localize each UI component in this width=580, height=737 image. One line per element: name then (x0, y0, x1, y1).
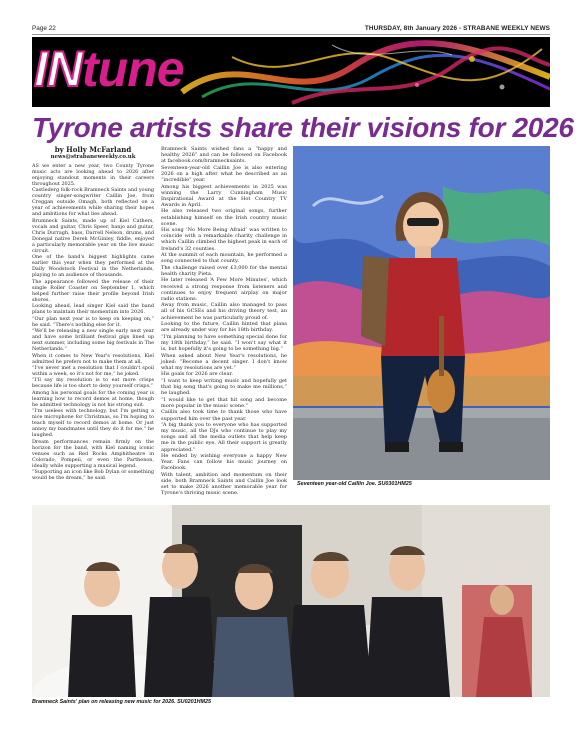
header-divider (32, 34, 550, 35)
article-column-2 (161, 146, 287, 497)
column2-paragraph: Among his biggest achievements in 2025 was winning the Larry Cunningham Music Inspirational Award at the Hot Country TV Awards in April. (161, 183, 287, 208)
column1-paragraph: “We'll be releasing a new single early next year and have some brilliant festival gigs lined up next summer, including some big festivals in The Netherlands.” (32, 328, 154, 353)
column1-paragraph: AS we enter a new year, two County Tyrone music acts are looking ahead to 2026 after enjoying standout moments in their careers throughout 2025. (32, 163, 154, 187)
column1-paragraph: Dream performances remain firmly on the horizon for the band, with Kiel naming iconic venues such as Red Rocks Amphitheatre in Colorado, Pompeii, or even the Parthenon, ideally while supporting a musical legend. (32, 438, 154, 469)
logo-in: IN (34, 41, 82, 97)
column2-paragraph: He later released ‘A Few More Minutes’, which received a strong response from listeners and continues to enjoy frequent airplay on major radio stations. (161, 277, 287, 302)
column2-paragraph: His goals for 2026 are clear. (161, 371, 233, 378)
intune-banner (32, 37, 550, 107)
byline-author: by Holly McFarland (54, 145, 132, 154)
column1-paragraph: “Our plan next year is to keep on keeping on,” he said. “There's nothing else for it. (32, 315, 154, 328)
column2-paragraph: He ended by wishing everyone a happy New Year. Fans can follow his music journey on Facebook. (161, 453, 287, 472)
column1-paragraph: Brumneck Saints, made up of Kiel Cathers, vocals and guitar, Chris Speer, banjo and guitar, Chris Durragh, bass, Darrell Nelson, drums, and Donegal native Derek McGinley, fiddle, enjoyed a particularly memorable year on the live music circuit. (32, 217, 154, 254)
column2-paragraph: At the summit of each mountain, he performed a song connected to that county. (161, 252, 287, 265)
column1-paragraph: One of the band's biggest highlights came earlier this year when they performed at the Daily Woodstock Festival in the Netherlands, playing to an audience of thousands. (32, 254, 154, 279)
column2-paragraph: The challenge raised over £3,000 for the mental health charity Pieta. (161, 264, 287, 277)
column2-paragraph: “I'm planning to have something special done for my 18th birthday,” he said. “I won't say what it is, but hopefully it's going to be something big.” (161, 333, 287, 352)
column2-paragraph: When asked about New Year's resolutions, he joked: “Become a decent singer. I don't know what my resolutions are yet.” (161, 352, 287, 371)
intune-logo (34, 41, 184, 97)
column1-paragraph: Castlederg folk-rock Bramneck Saints and young country singer-songwriter Caillin Joe, from Creggan outside Omagh, both reflected on a year of achievements while sharing their hopes and ambitions for what lies ahead. (32, 187, 154, 218)
column1-paragraph: When it comes to New Year's resolutions, Kiel admitted he prefers not to make them at all. (32, 352, 154, 365)
column2-paragraph: Looking to the future, Caillin hinted that plans are already under way for his 18th birthday. (161, 321, 287, 334)
column2-paragraph: Bramneck Saints wished fans a “happy and healthy 2026” and can be followed on Facebook at facebook.com/bramnecksaints. (161, 146, 287, 165)
column-2-body (161, 146, 287, 496)
column1-paragraph: Among his personal goals for the coming year is learning how to record demos at home, though he admitted technology is not his strong suit. (32, 389, 154, 408)
column2-paragraph: “I would like to get that hit song and become more popular in the music scene.” (161, 396, 287, 409)
caillin-joe-photo (293, 146, 550, 480)
article-column-1 (32, 146, 154, 482)
caption-photo-2: Bramneck Saints' plan on releasing new music for 2026. SU0201HM25 (32, 699, 211, 705)
column1-paragraph: The appearance followed the release of their single Roller Coaster on September 1, which helped further raise their profile beyond Irish shores. (32, 278, 154, 303)
byline-email[interactable]: news@strabaneweekly.co.uk (50, 154, 136, 160)
column2-paragraph: “I want to keep writing music and hopefully get that big song that's going to make me millions,” he laughed. (161, 377, 287, 397)
column2-paragraph: He also released two original songs, further establishing himself on the Irish country music scene. (161, 208, 287, 227)
column2-paragraph: His song ‘No More Being Afraid’ was written to coincide with a remarkable charity challenge in which Caillin climbed the highest peak in each of Ireland's 32 counties. (161, 227, 287, 252)
bramneck-saints-photo (32, 505, 550, 697)
article-headline: Tyrone artists share their visions for 2026 (32, 112, 574, 143)
column1-paragraph: “Supporting an icon like Bob Dylan or something would be the dream,” he said. (32, 469, 154, 482)
column1-paragraph: “I'm useless with technology, but I'm getting a nice microphone for Christmas, so I'm hoping to teach myself to record demos at home. Or just annoy my bandmates until they do it for me,” he laughed. (32, 408, 154, 439)
caption-photo-1: Seventeen year-old Caillin Joe. SU0301HM25 (297, 481, 412, 487)
column-1-body (32, 163, 154, 481)
column2-paragraph: Caillin also took time to thank those who have supported him over the past year. (161, 409, 287, 422)
column1-paragraph: “I'll say my resolution is to eat more crisps because life is too short to deny yourself crisps.” (32, 377, 154, 390)
column1-paragraph: “I've never met a resolution that I couldn't spoil within a week, so it's not for me,” he joked. (32, 364, 154, 377)
column2-paragraph: With talent, ambition and momentum on their side, both Bramneck Saints and Caillin Joe look set to make 2026 another memorable year for Tyrone's thriving music scene. (161, 471, 287, 497)
column1-paragraph: Looking ahead, lead singer Kiel said the band plans to maintain their momentum into 2026. (32, 303, 154, 316)
page-number: Page 22 (32, 25, 56, 32)
logo-tune: tune (82, 41, 184, 97)
column2-paragraph: Seventeen-year-old Caillin Joe is also entering 2026 on a high after what he described as an “incredible” year. (161, 164, 287, 183)
column2-paragraph: Away from music, Caillin also managed to pass all of his GCSEs and his driving theory test, an achievement he was particularly proud of. (161, 302, 287, 321)
column2-paragraph: “A big thank you to everyone who has supported my music, all the DJs who continue to play my songs and all the media outlets that help keep me in the public eye. All their support is greatly appreciated.” (161, 422, 287, 453)
issue-date-line: THURSDAY, 8th January 2026 - STRABANE WEEKLY NEWS (364, 25, 550, 32)
